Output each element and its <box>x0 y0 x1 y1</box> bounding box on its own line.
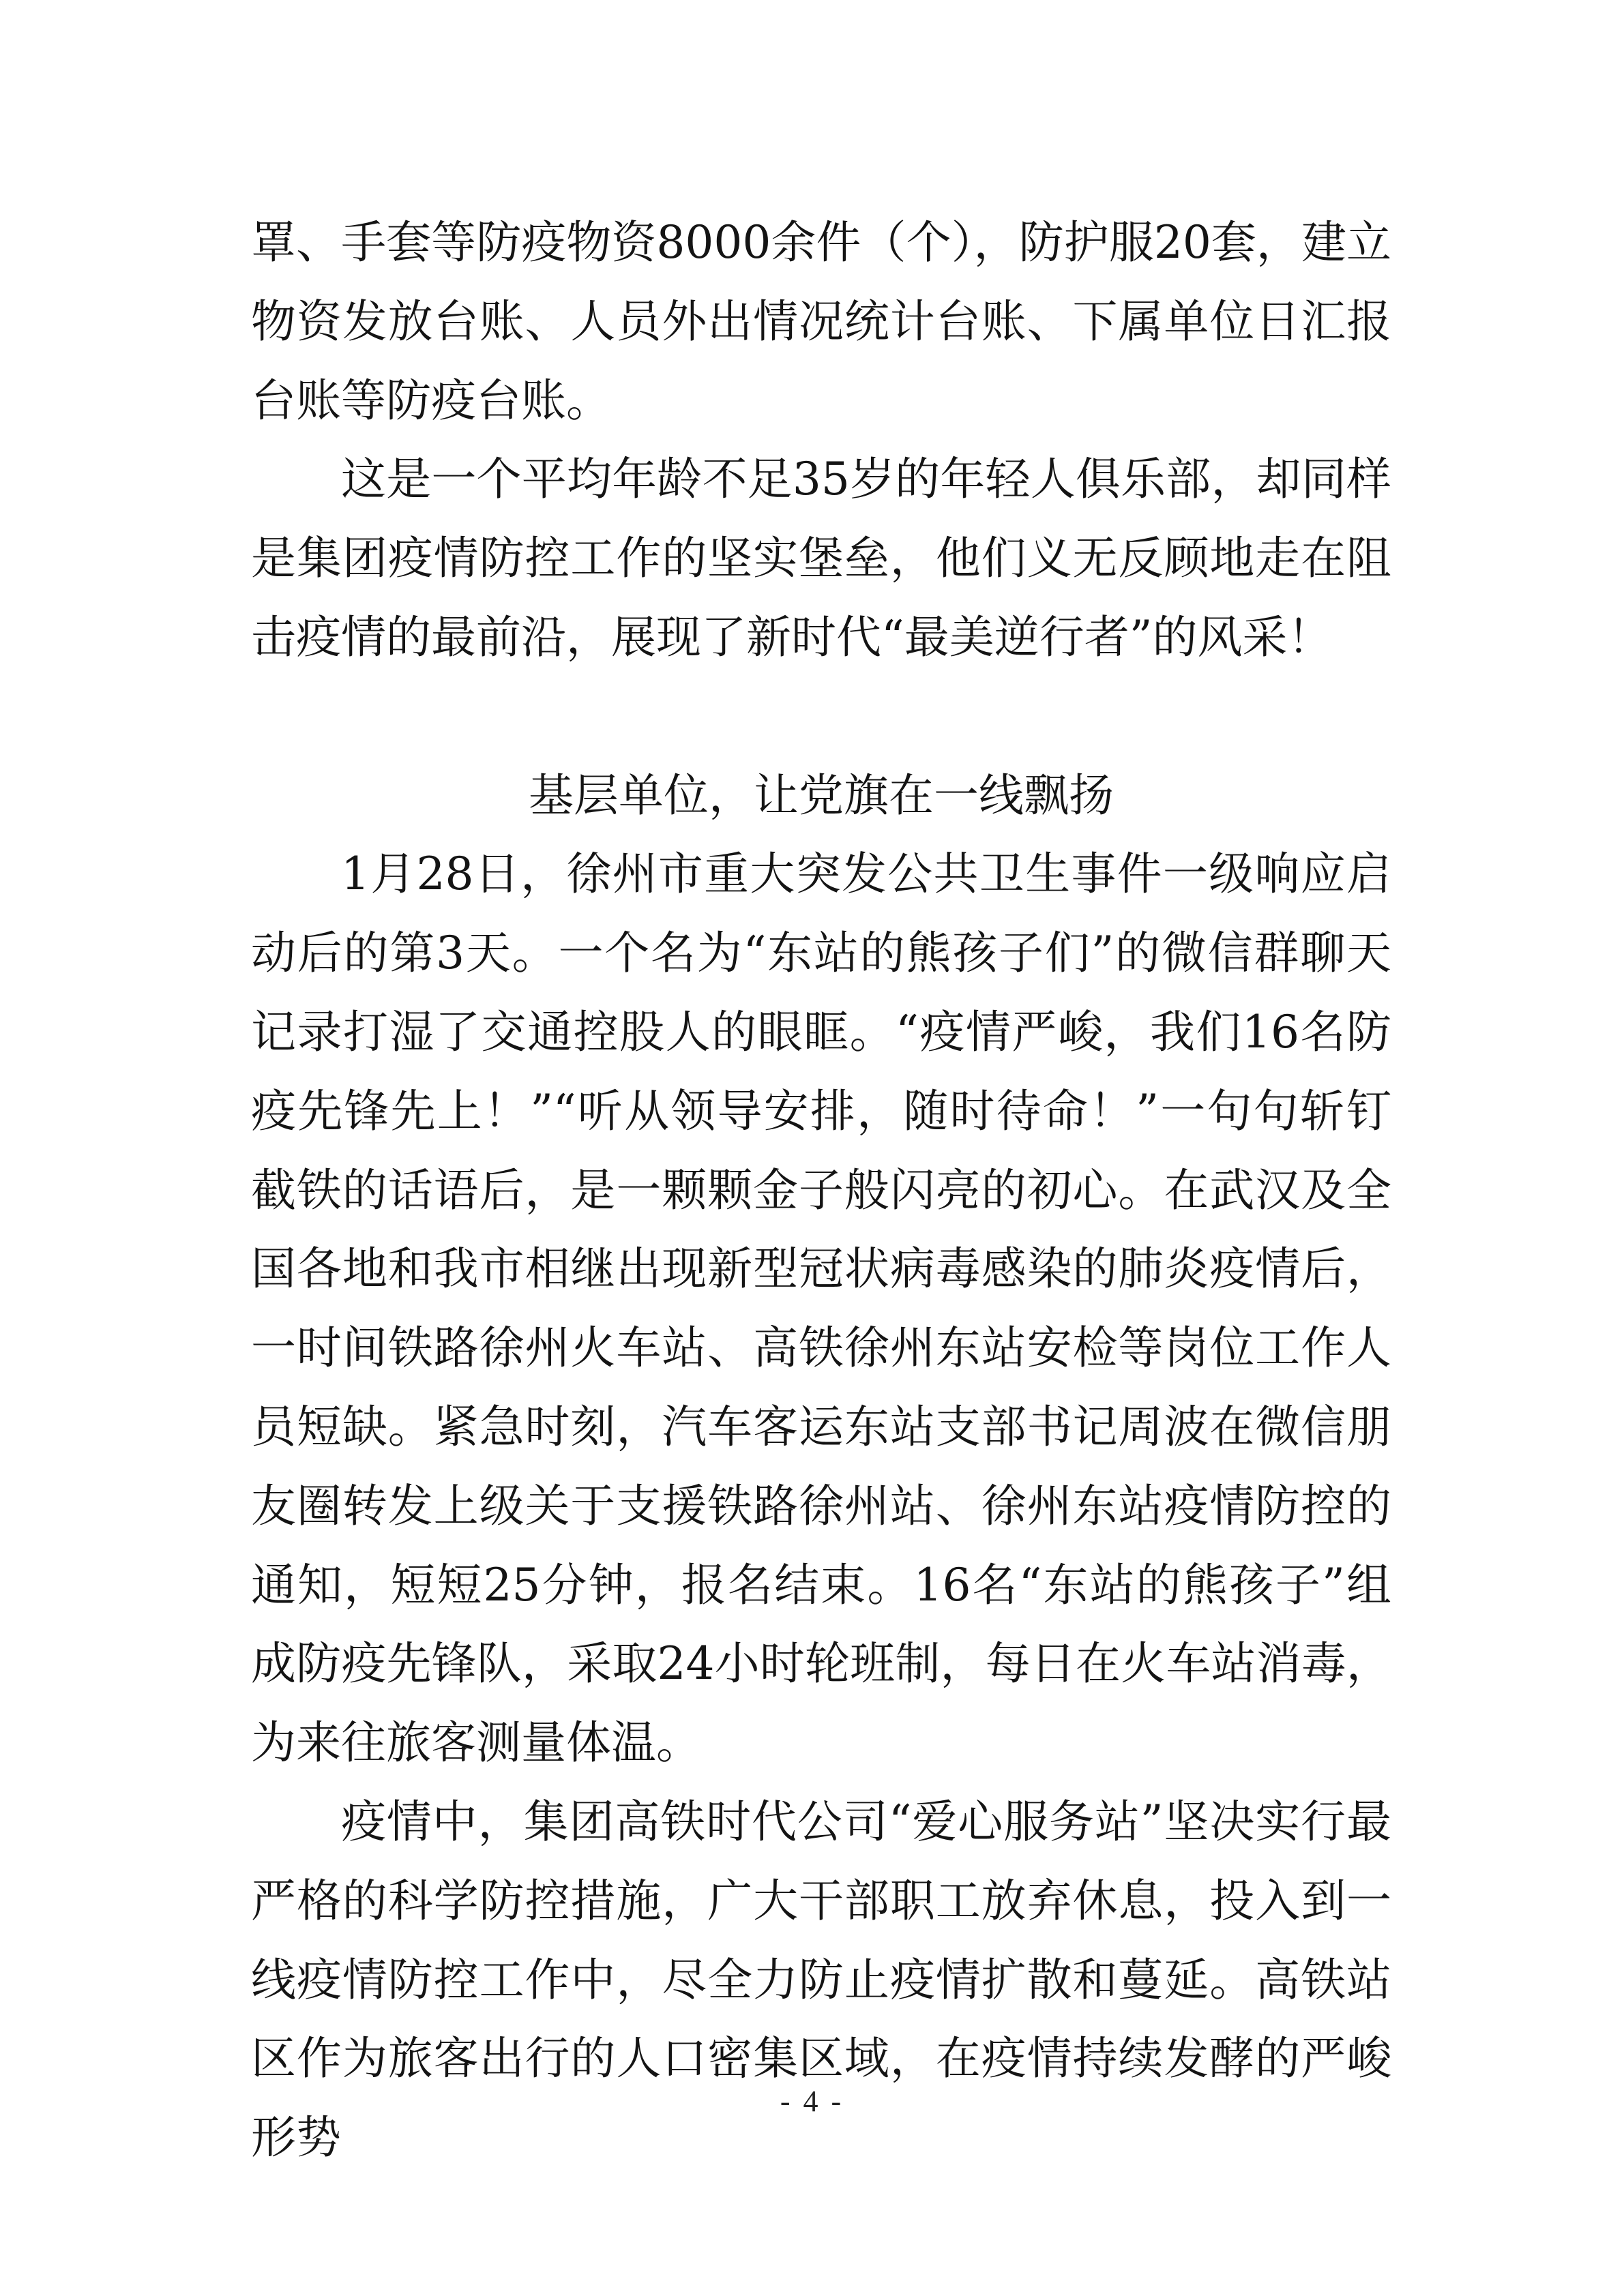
section-heading: 基层单位，让党旗在一线飘扬 <box>529 769 1114 822</box>
paragraph-east-station: 1月28日，徐州市重大突发公共卫生事件一级响应启动后的第3天。一个名为“东站的熊孩子们”的微信群聊天记录打湿了交通控股人的眼眶。“疫情严峻，我们16名防疫先锋先上！”“听从领导安排，随时待命！”一句句斩钉截铁的话语后，是一颗颗金子般闪亮的初心。在武汉及全国各地和我市相继出现新型冠状病毒感染的肺炎疫情后，一时间铁路徐州火车站、高铁徐州东站安检等岗位工作人员短缺。紧急时刻，汽车客运东站支部书记周波在微信朋友圈转发上级关于支援铁路徐州站、徐州东站疫情防控的通知，短短25分钟，报名结束。16名“东站的熊孩子”组成防疫先锋队，采取24小时轮班制，每日在火车站消毒，为来往旅客测量体温。 <box>251 848 1391 1770</box>
paragraph-young-club: 这是一个平均年龄不足35岁的年轻人俱乐部，却同样是集团疫情防控工作的坚实堡垒，他们义无反顾地走在阻击疫情的最前沿，展现了新时代“最美逆行者”的风采！ <box>251 453 1391 664</box>
paragraph-continuation: 罩、手套等防疫物资8000余件（个），防护服20套，建立物资发放台账、人员外出情况统计台账、下属单位日汇报台账等防疫台账。 <box>251 216 1391 427</box>
paragraph-high-speed-rail: 疫情中，集团高铁时代公司“爱心服务站”坚决实行最严格的科学防控措施，广大干部职工放弃休息，投入到一线疫情防控工作中，尽全力防止疫情扩散和蔓延。高铁站区作为旅客出行的人口密集区域，在疫情持续发酵的严峻形势 <box>251 1795 1391 2164</box>
document-body <box>251 203 1391 2177</box>
page-number: - 4 - <box>780 2085 844 2118</box>
